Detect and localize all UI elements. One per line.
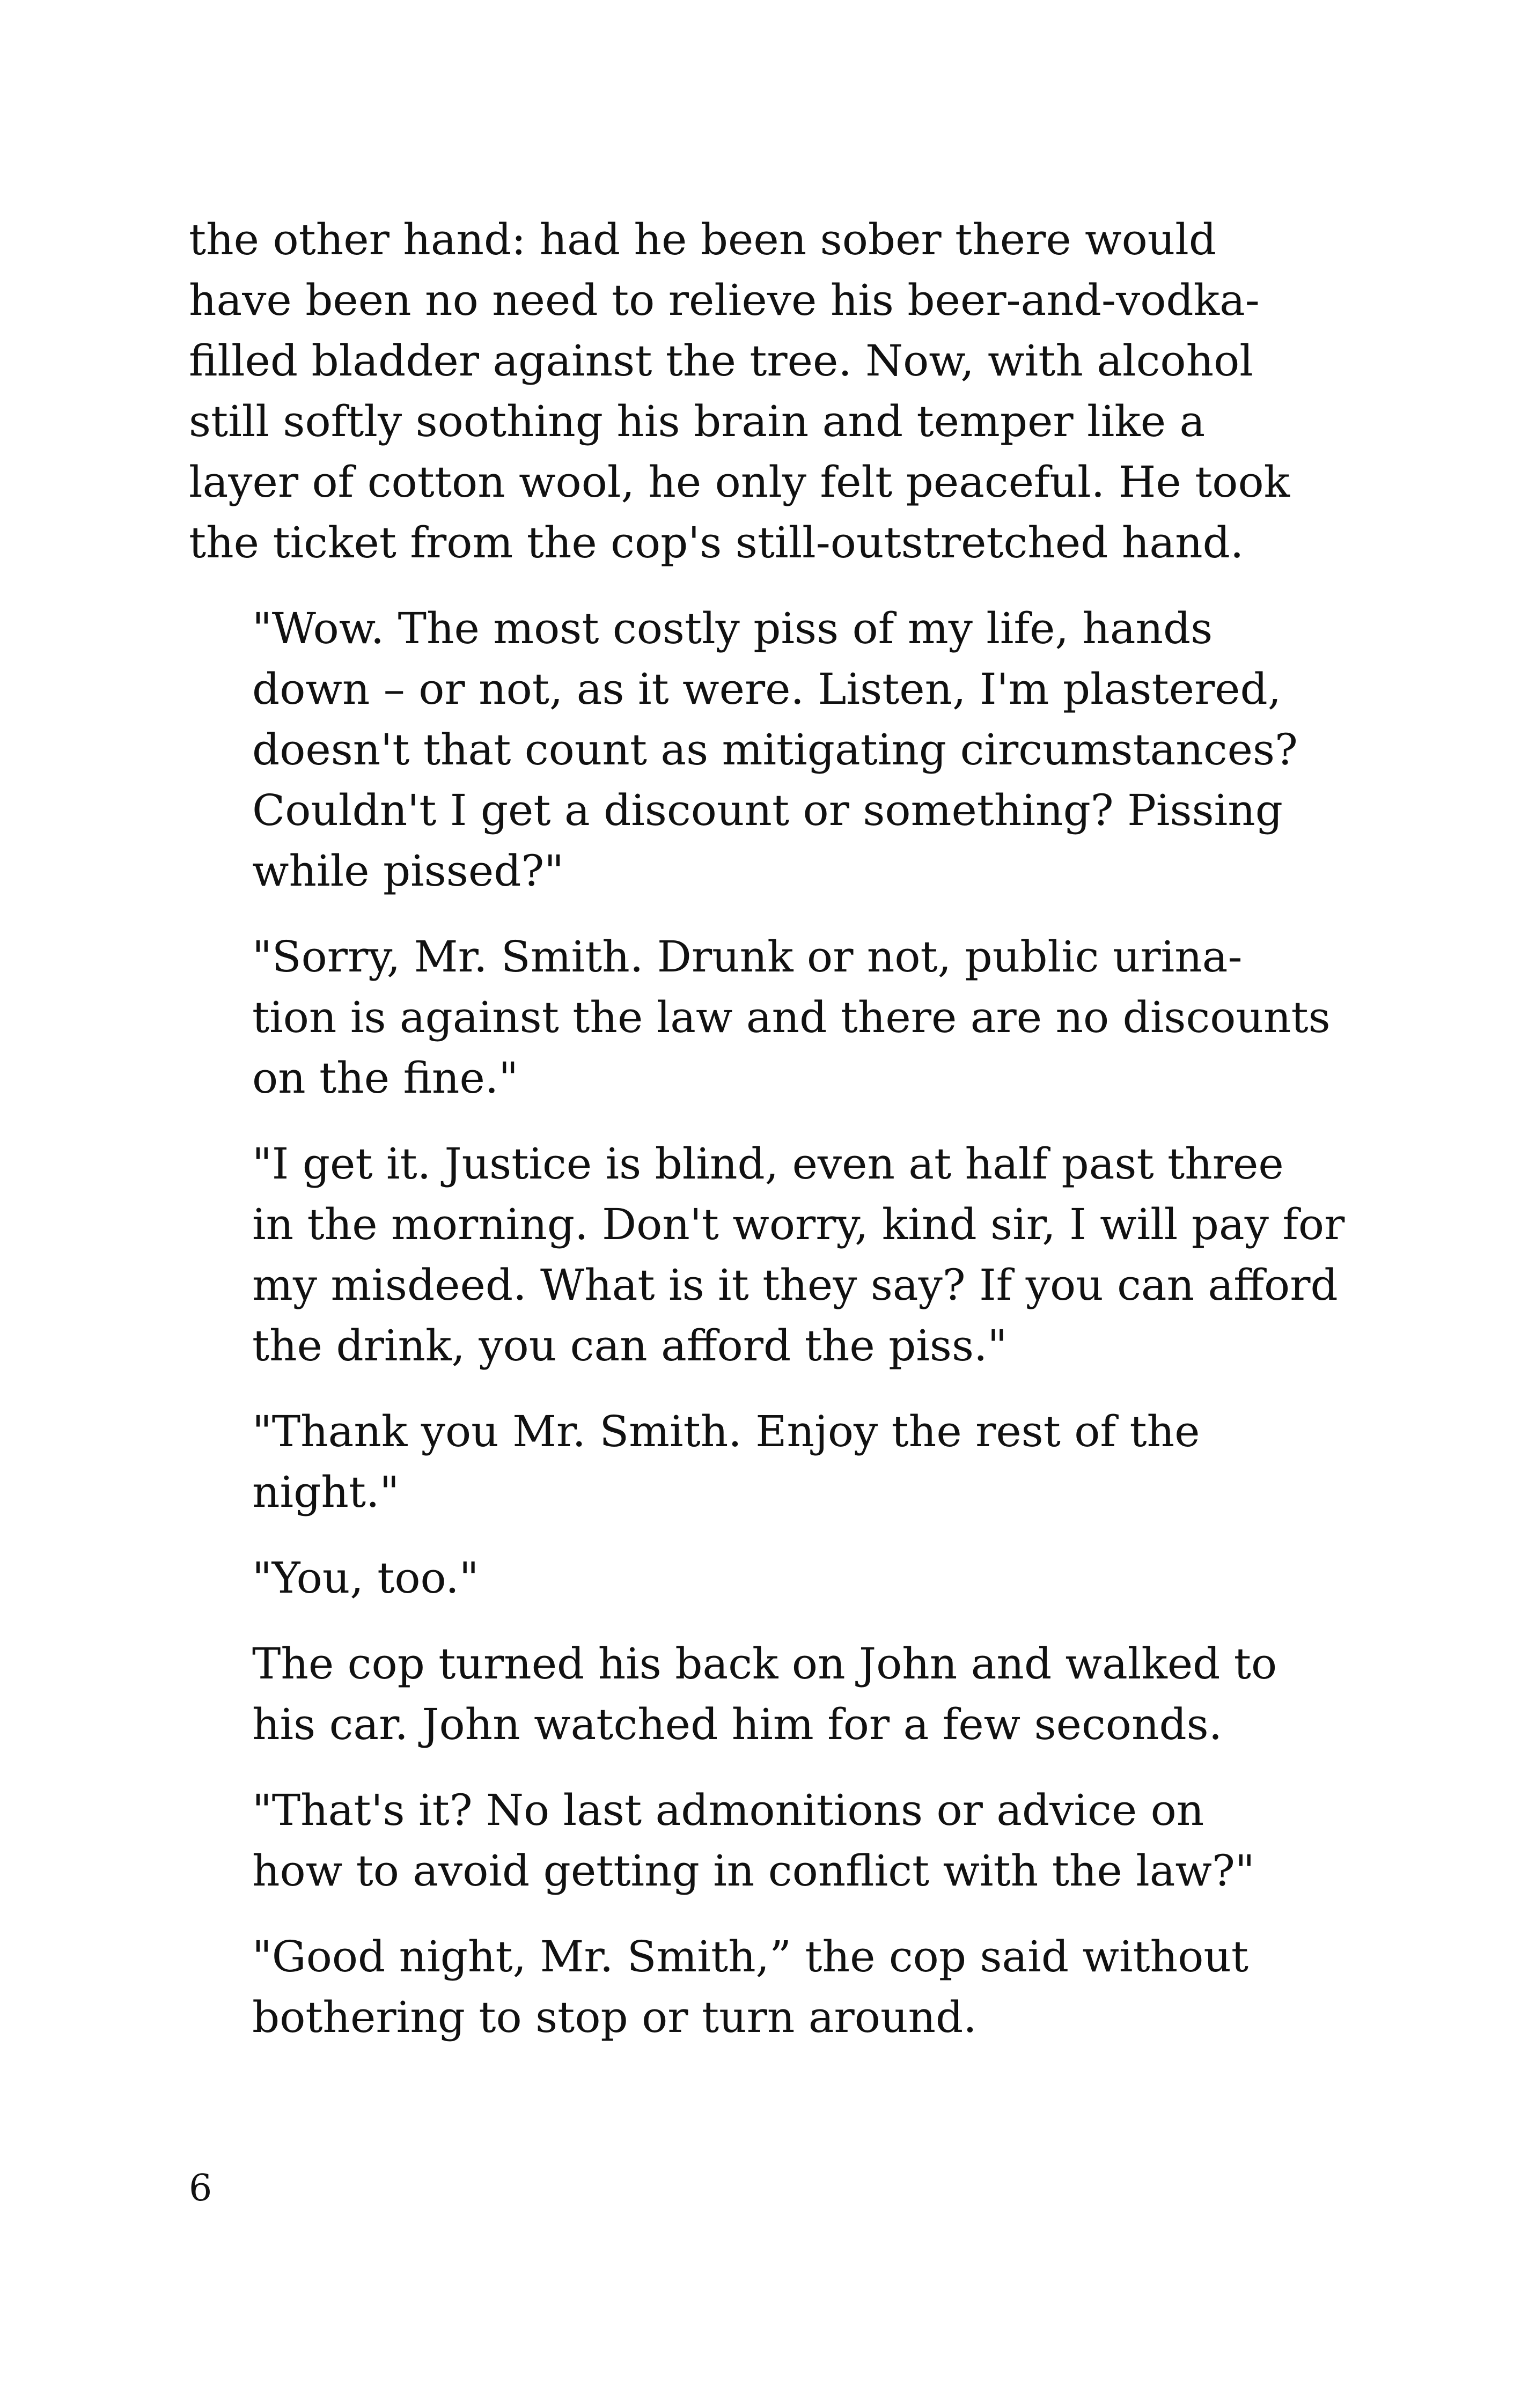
text-line: "That's it? No last admonitions or advice on: [252, 1785, 1204, 1835]
text-line: my misdeed. What is it they say? If you can afford: [252, 1260, 1338, 1310]
text-line: the ticket from the cop's still-outstretched hand.: [189, 518, 1244, 568]
paragraph-7: [189, 1633, 1332, 1755]
text-line: tion is against the law and there are no discounts: [252, 992, 1331, 1042]
text-line: "You, too.": [252, 1553, 479, 1603]
text-line: still softly soothing his brain and temper like a: [189, 396, 1206, 446]
text-line: "Sorry, Mr. Smith. Drunk or not, public urina-: [252, 932, 1243, 982]
text-line: the other hand: had he been sober there would: [189, 215, 1217, 264]
text-line: "I get it. Justice is blind, even at half past three: [252, 1139, 1284, 1189]
paragraph-2: [189, 598, 1332, 901]
body-text: [189, 209, 1345, 2073]
text-line: "Wow. The most costly piss of my life, hands: [252, 603, 1213, 653]
text-line: filled bladder against the tree. Now, with alcohol: [189, 336, 1253, 386]
text-line: how to avoid getting in conflict with the law?": [252, 1846, 1255, 1896]
page-number: 6: [189, 2167, 212, 2210]
text-line: doesn't that count as mitigating circumstances?: [252, 725, 1298, 775]
paragraph-9: [189, 1926, 1332, 2048]
text-line: Couldn't I get a discount or something? Pissing: [252, 785, 1283, 835]
text-line: "Good night, Mr. Smith,” the cop said without: [252, 1932, 1249, 1982]
text-line: have been no need to relieve his beer-and-vodka-: [189, 275, 1260, 325]
text-line: the drink, you can afford the piss.": [252, 1321, 1008, 1371]
text-line: down – or not, as it were. Listen, I'm plastered,: [252, 664, 1282, 714]
text-line: in the morning. Don't worry, kind sir, I will pay for: [252, 1199, 1345, 1249]
paragraph-8: [189, 1780, 1332, 1901]
text-line: night.": [252, 1467, 400, 1517]
text-line: while pissed?": [252, 846, 564, 896]
text-line: his car. John watched him for a few seconds.: [252, 1699, 1223, 1749]
paragraph-1: [189, 209, 1332, 573]
paragraph-4: [189, 1133, 1345, 1376]
text-line: layer of cotton wool, he only felt peaceful. He took: [189, 457, 1290, 507]
paragraph-6: [189, 1548, 1332, 1608]
text-line: "Thank you Mr. Smith. Enjoy the rest of the: [252, 1406, 1200, 1456]
text-line: The cop turned his back on John and walked to: [252, 1639, 1277, 1689]
text-line: bothering to stop or turn around.: [252, 1992, 977, 2042]
text-line: on the fine.": [252, 1053, 519, 1103]
paragraph-3: [189, 926, 1332, 1108]
paragraph-5: [189, 1401, 1332, 1522]
